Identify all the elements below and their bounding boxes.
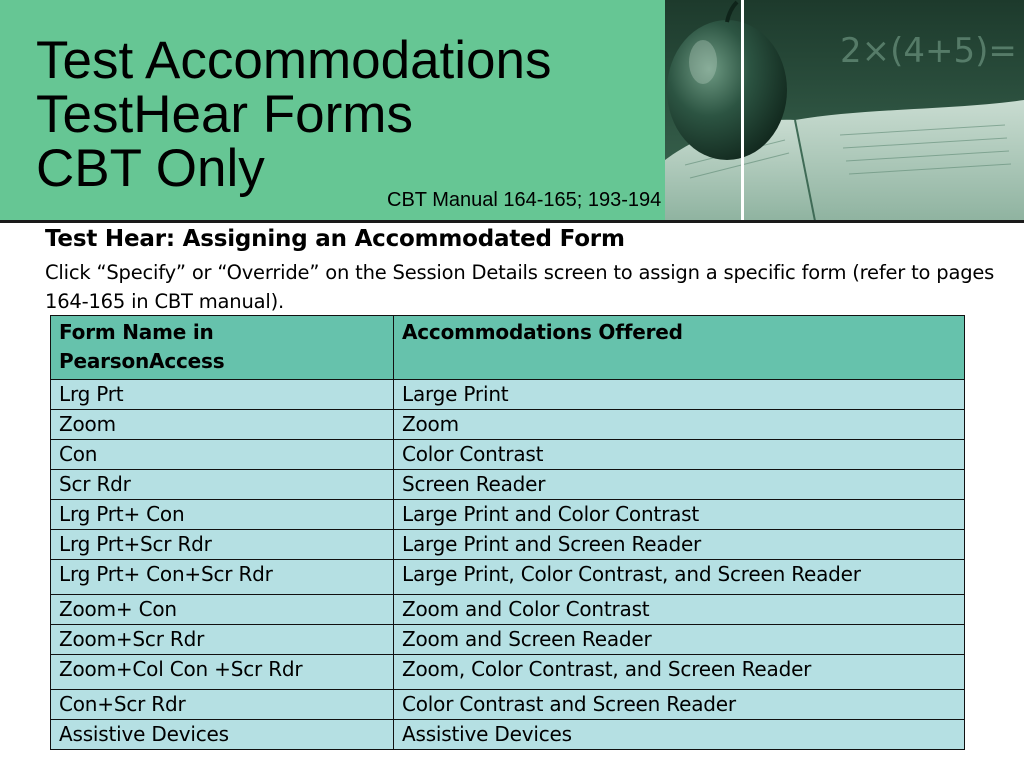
table-row [51,530,965,560]
table-row [51,380,965,410]
form-name-cell: Zoom+Scr Rdr [51,625,394,655]
table-row [51,655,965,690]
form-name-cell: Scr Rdr [51,470,394,500]
table-row [51,470,965,500]
accommodation-cell: Zoom and Color Contrast [394,595,965,625]
table-row [51,690,965,720]
table-row [51,560,965,595]
form-name-cell: Zoom+Col Con +Scr Rdr [51,655,394,690]
form-name-cell: Lrg Prt [51,380,394,410]
accommodation-cell: Color Contrast and Screen Reader [394,690,965,720]
photo-divider [741,0,744,221]
accommodation-cell: Large Print, Color Contrast, and Screen Reader [394,560,965,595]
header-rule [0,220,1024,223]
accommodation-cell: Zoom [394,410,965,440]
column-header-accommodations: Accommodations Offered [394,316,965,380]
title-line: CBT Only [36,139,265,198]
form-name-cell: Con+Scr Rdr [51,690,394,720]
accommodation-cell: Large Print and Screen Reader [394,530,965,560]
accommodation-cell: Screen Reader [394,470,965,500]
apple-book-chalkboard-image [665,0,1024,221]
accommodation-cell: Large Print [394,380,965,410]
accommodation-cell: Assistive Devices [394,720,965,750]
accommodation-cell: Zoom, Color Contrast, and Screen Reader [394,655,965,690]
accommodation-cell: Large Print and Color Contrast [394,500,965,530]
table-row [51,440,965,470]
form-name-cell: Zoom [51,410,394,440]
form-name-cell: Lrg Prt+ Con+Scr Rdr [51,560,394,595]
form-name-cell: Assistive Devices [51,720,394,750]
table-row [51,720,965,750]
accommodation-cell: Color Contrast [394,440,965,470]
section-subtitle: Test Hear: Assigning an Accommodated Form [45,226,625,252]
table-row [51,410,965,440]
accommodations-table [50,315,965,750]
table-row [51,500,965,530]
form-name-cell: Lrg Prt+Scr Rdr [51,530,394,560]
table-row [51,595,965,625]
title-line: Test Accommodations [36,31,552,90]
form-name-cell: Lrg Prt+ Con [51,500,394,530]
column-header-form-name: Form Name in PearsonAccess [51,316,394,380]
table-row [51,625,965,655]
page-title [36,31,552,198]
accommodation-cell: Zoom and Screen Reader [394,625,965,655]
instructions-text: Click “Specify” or “Override” on the Session Details screen to assign a specific form (refer to pages 164-165 in CBT manual). [45,261,995,313]
form-name-cell: Con [51,440,394,470]
title-line: TestHear Forms [36,85,413,144]
form-name-cell: Zoom+ Con [51,595,394,625]
manual-reference: CBT Manual 164-165; 193-194 [387,189,662,211]
table-header-row [51,316,965,380]
chalkboard-formula: 2×(4+5)= [840,31,1017,71]
